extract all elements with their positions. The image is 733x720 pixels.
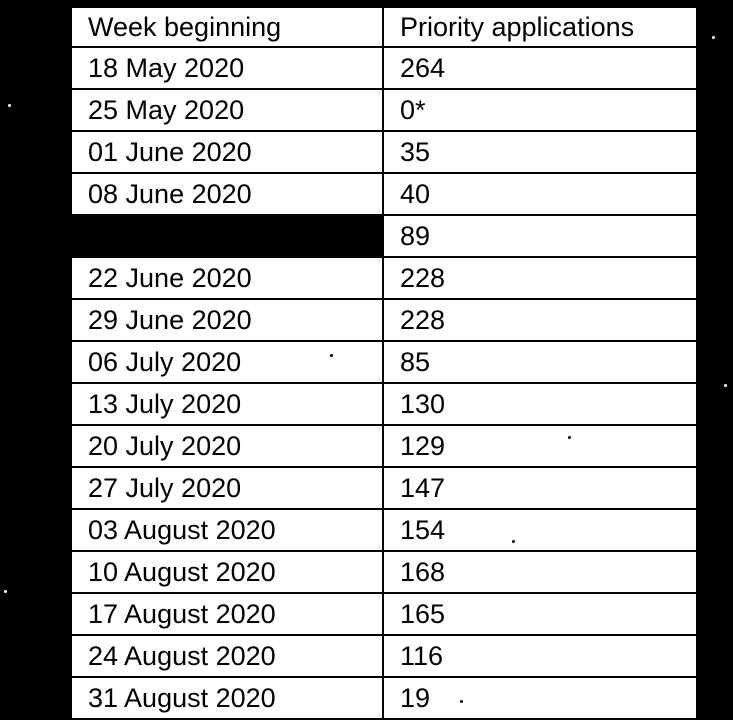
applications-cell: 147 (383, 467, 697, 509)
week-cell: 29 June 2020 (71, 299, 383, 341)
week-cell: 17 August 2020 (71, 593, 383, 635)
table-row (71, 131, 697, 173)
table-row (71, 47, 697, 89)
applications-cell: 165 (383, 593, 697, 635)
applications-cell: 129 (383, 425, 697, 467)
table-row (71, 341, 697, 383)
scan-speck (568, 436, 571, 439)
table-row (71, 89, 697, 131)
table-row (71, 299, 697, 341)
week-cell: 27 July 2020 (71, 467, 383, 509)
applications-cell: 228 (383, 299, 697, 341)
scan-speck (712, 36, 715, 39)
applications-cell: 85 (383, 341, 697, 383)
week-cell: 20 July 2020 (71, 425, 383, 467)
week-cell: 25 May 2020 (71, 89, 383, 131)
applications-cell: 89 (383, 215, 697, 257)
applications-cell: 0* (383, 89, 697, 131)
scan-speck (8, 104, 11, 107)
table-row (71, 425, 697, 467)
scan-speck (4, 590, 7, 593)
applications-cell: 116 (383, 635, 697, 677)
scan-speck (724, 384, 727, 387)
header-priority-applications: Priority applications (383, 7, 697, 47)
applications-cell: 154 (383, 509, 697, 551)
week-cell: 03 August 2020 (71, 509, 383, 551)
applications-cell: 228 (383, 257, 697, 299)
table-row (71, 383, 697, 425)
applications-cell: 264 (383, 47, 697, 89)
week-cell: 08 June 2020 (71, 173, 383, 215)
week-cell: 31 August 2020 (71, 677, 383, 719)
applications-cell: 168 (383, 551, 697, 593)
table-row (71, 173, 697, 215)
applications-cell: 35 (383, 131, 697, 173)
applications-cell: 19 (383, 677, 697, 719)
table-row (71, 257, 697, 299)
scan-speck (512, 540, 515, 543)
table-row (71, 467, 697, 509)
table-row (71, 551, 697, 593)
scan-speck (460, 700, 463, 703)
applications-cell: 130 (383, 383, 697, 425)
priority-applications-table (70, 6, 698, 720)
table-header-row (71, 7, 697, 47)
week-cell: 06 July 2020 (71, 341, 383, 383)
scan-speck (330, 354, 333, 357)
week-cell: 22 June 2020 (71, 257, 383, 299)
week-cell: 18 May 2020 (71, 47, 383, 89)
week-cell: 13 July 2020 (71, 383, 383, 425)
table-row (71, 593, 697, 635)
redacted-week-cell (71, 215, 383, 257)
header-week-beginning: Week beginning (71, 7, 383, 47)
table-row (71, 215, 697, 257)
week-cell: 24 August 2020 (71, 635, 383, 677)
table-row (71, 509, 697, 551)
week-cell: 01 June 2020 (71, 131, 383, 173)
week-cell: 10 August 2020 (71, 551, 383, 593)
applications-cell: 40 (383, 173, 697, 215)
table-row (71, 677, 697, 719)
table-row (71, 635, 697, 677)
